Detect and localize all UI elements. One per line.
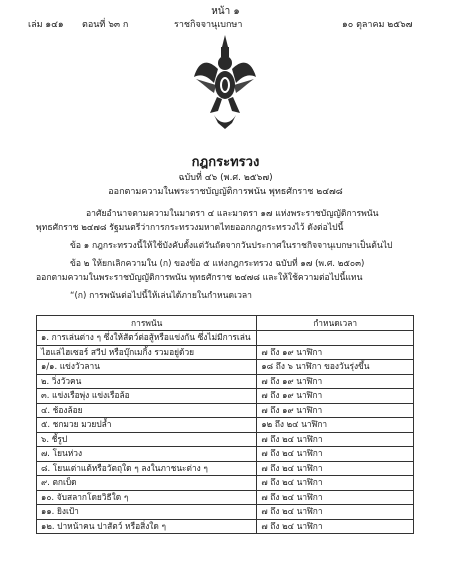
table-row: [37, 403, 414, 418]
game-cell: ๓. แข่งเรือพุ่ง แข่งเรือล้อ: [37, 389, 257, 404]
table-row: [37, 490, 414, 505]
time-cell: ๗ ถึง ๑๙ นาฬิกา: [257, 389, 414, 404]
preamble-line-2: พุทธศักราช ๒๔๗๘ รัฐมนตรีว่าการกระทรวงมหาดไทยออกกฎกระทรวงไว้ ดังต่อไปนี้: [36, 223, 344, 233]
game-cell: ๙. ตกเบ็ด: [37, 476, 257, 491]
time-cell: ๗ ถึง ๒๔ นาฬิกา: [257, 476, 414, 491]
table-row: [37, 461, 414, 476]
game-cell: ๕. ชกมวย มวยปล้ำ: [37, 418, 257, 433]
time-cell: ๑๘ ถึง ๖ นาฬิกา ของวันรุ่งขึ้น: [257, 360, 414, 375]
volume-label: เล่ม ๑๔๑: [28, 20, 64, 30]
table-row: [37, 345, 414, 360]
page-number: หน้า ๑: [211, 6, 240, 17]
issued-under-line: ออกตามความในพระราชบัญญัติการพนัน พุทธศักราช ๒๔๗๘: [108, 187, 343, 197]
table-header-row: [37, 316, 414, 331]
table-row: [37, 331, 414, 346]
clause-2-line-1: ข้อ ๒ ให้ยกเลิกความใน (ก) ของข้อ ๕ แห่งกฎกระทรวง ฉบับที่ ๑๗ (พ.ศ. ๒๕๐๓): [70, 259, 365, 269]
table-row: [37, 389, 414, 404]
time-cell: ๗ ถึง ๑๙ นาฬิกา: [257, 403, 414, 418]
table-row: [37, 476, 414, 491]
time-cell: ๗ ถึง ๑๙ นาฬิกา: [257, 345, 414, 360]
game-cell: ๑๒. ปาหน้าคน ปาสัตว์ หรือสิ่งใด ๆ: [37, 519, 257, 534]
document-number: ฉบับที่ ๔๖ (พ.ศ. ๒๕๖๗): [178, 173, 273, 183]
time-cell: ๗ ถึง ๒๔ นาฬิกา: [257, 447, 414, 462]
table-row: [37, 505, 414, 520]
table-row: [37, 360, 414, 375]
game-cell: ๔. ช้องล้อย: [37, 403, 257, 418]
table-row: [37, 374, 414, 389]
time-cell: ๗ ถึง ๒๔ นาฬิกา: [257, 490, 414, 505]
game-cell: ๑๐. จับสลากโดยวิธีใด ๆ: [37, 490, 257, 505]
game-cell: ๑. การเล่นต่าง ๆ ซึ่งให้สัตว์ต่อสู้หรือแข่งกัน ซึ่งไม่มีการเล่น: [37, 331, 257, 346]
clause-2-line-2: ออกตามความในพระราชบัญญัติการพนัน พุทธศักราช ๒๔๗๘ และให้ใช้ความต่อไปนี้แทน: [36, 273, 363, 283]
column-header-time: กำหนดเวลา: [257, 316, 414, 331]
document-title: กฎกระทรวง: [191, 155, 260, 170]
gazette-date: ๑๐ ตุลาคม ๒๕๖๗: [342, 20, 413, 30]
time-cell: ๗ ถึง ๒๔ นาฬิกา: [257, 519, 414, 534]
clause-1: ข้อ ๑ กฎกระทรวงนี้ให้ใช้บังคับตั้งแต่วันถัดจากวันประกาศในราชกิจจานุเบกษาเป็นต้นไป: [70, 241, 393, 251]
garuda-emblem-icon: [192, 33, 258, 131]
table-row: [37, 447, 414, 462]
time-cell: ๗ ถึง ๒๔ นาฬิกา: [257, 461, 414, 476]
game-cell: ๑/๑. แข่งวัวลาน: [37, 360, 257, 375]
gazette-name: ราชกิจจานุเบกษา: [174, 20, 243, 30]
game-cell: ๒. วิ่งวัวคน: [37, 374, 257, 389]
clause-2-line-3: “(ก) การพนันต่อไปนี้ให้เล่นได้ภายในกำหนดเวลา: [70, 291, 252, 301]
game-cell: ๗. โยนห่วง: [37, 447, 257, 462]
time-cell: ๑๒ ถึง ๒๔ นาฬิกา: [257, 418, 414, 433]
preamble-line-1: อาศัยอำนาจตามความในมาตรา ๔ และมาตรา ๑๗ แห่งพระราชบัญญัติการพนัน: [86, 209, 379, 219]
issue-label: ตอนที่ ๖๓ ก: [82, 20, 129, 30]
game-cell: ไฮแล่ไฮเซอร์ สวีป หรือบุ๊กเมกิ้ง รวมอยู่ด้วย: [37, 345, 257, 360]
gambling-schedule-table: [36, 315, 414, 534]
table-row: [37, 519, 414, 534]
time-cell: ๗ ถึง ๒๔ นาฬิกา: [257, 505, 414, 520]
game-cell: ๖. ชี้รูป: [37, 432, 257, 447]
table-row: [37, 418, 414, 433]
time-cell: ๗ ถึง ๑๙ นาฬิกา: [257, 374, 414, 389]
time-cell: [257, 331, 414, 346]
table-row: [37, 432, 414, 447]
game-cell: ๘. โยนเต่าแต้หรือวัตถุใด ๆ ลงในภาชนะต่าง ๆ: [37, 461, 257, 476]
column-header-game: การพนัน: [37, 316, 257, 331]
game-cell: ๑๑. ยิงเป้า: [37, 505, 257, 520]
time-cell: ๗ ถึง ๒๔ นาฬิกา: [257, 432, 414, 447]
